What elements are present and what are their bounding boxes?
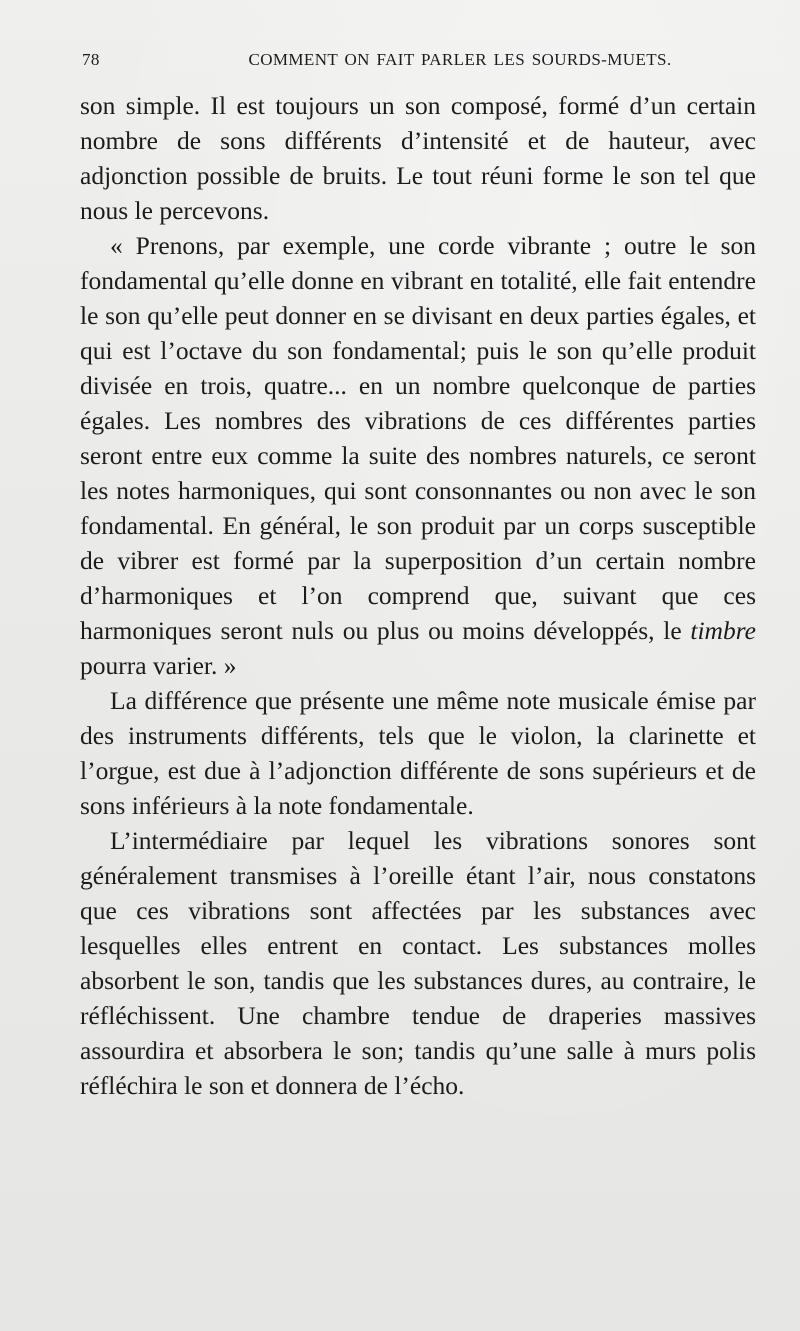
paragraph-2-text: « Prenons, par exemple, une corde vibrante ; outre le son fondamental qu’elle donne en vibrant en totalité, elle fait entendre le son qu’elle peut donner en se divisant en deux parties égales, et qui est l’octave du son fondamental; puis le son qu’elle produit divisée en trois, quatre... en un nombre quelconque de parties égales. Les nombres des vibrations de ces différentes parties seront entre eux comme la suite des nombres naturels, ce seront les notes harmoniques, qui sont consonnantes ou non avec le son fondamental. En général, le son produit par un corps susceptible de vibrer est formé par la superposition d’un certain nombre d’harmoniques et l’on comprend que, suivant que ces harmoniques seront nuls ou plus ou moins développés, le	[80, 231, 756, 645]
paragraph-3: La différence que présente une même note musicale émise par des instruments différents, tels que le violon, la clarinette et l’orgue, est due à l’adjonction différente de sons supérieurs et de sons inférieurs à la note fondamentale.	[80, 686, 756, 820]
paragraph-4: L’intermédiaire par lequel les vibrations sonores sont généralement transmises à l’oreille étant l’air, nous constatons que ces vibrations sont affectées par les substances avec lesquelles elles entrent en contact. Les substances molles absorbent le son, tandis que les substances dures, au contraire, le réfléchissent. Une chambre tendue de draperies massives assourdira et absorbera le son; tandis qu’une salle à murs polis réfléchira le son et donnera de l’écho.	[80, 826, 756, 1100]
page-number: 78	[82, 50, 100, 69]
running-title: COMMENT ON FAIT PARLER LES SOURDS-MUETS.	[248, 50, 672, 69]
paragraph-1: son simple. Il est toujours un son composé, formé d’un certain nombre de sons différents d’intensité et de hauteur, avec adjonction possible de bruits. Le tout réuni forme le son tel que nous le percevons.	[80, 91, 756, 225]
italic-term-timbre: timbre	[690, 616, 756, 645]
paragraph-2-end: pourra varier. »	[80, 651, 237, 680]
running-head	[82, 50, 754, 74]
body-text	[80, 88, 756, 1103]
paragraph-2-quotation	[80, 228, 756, 683]
